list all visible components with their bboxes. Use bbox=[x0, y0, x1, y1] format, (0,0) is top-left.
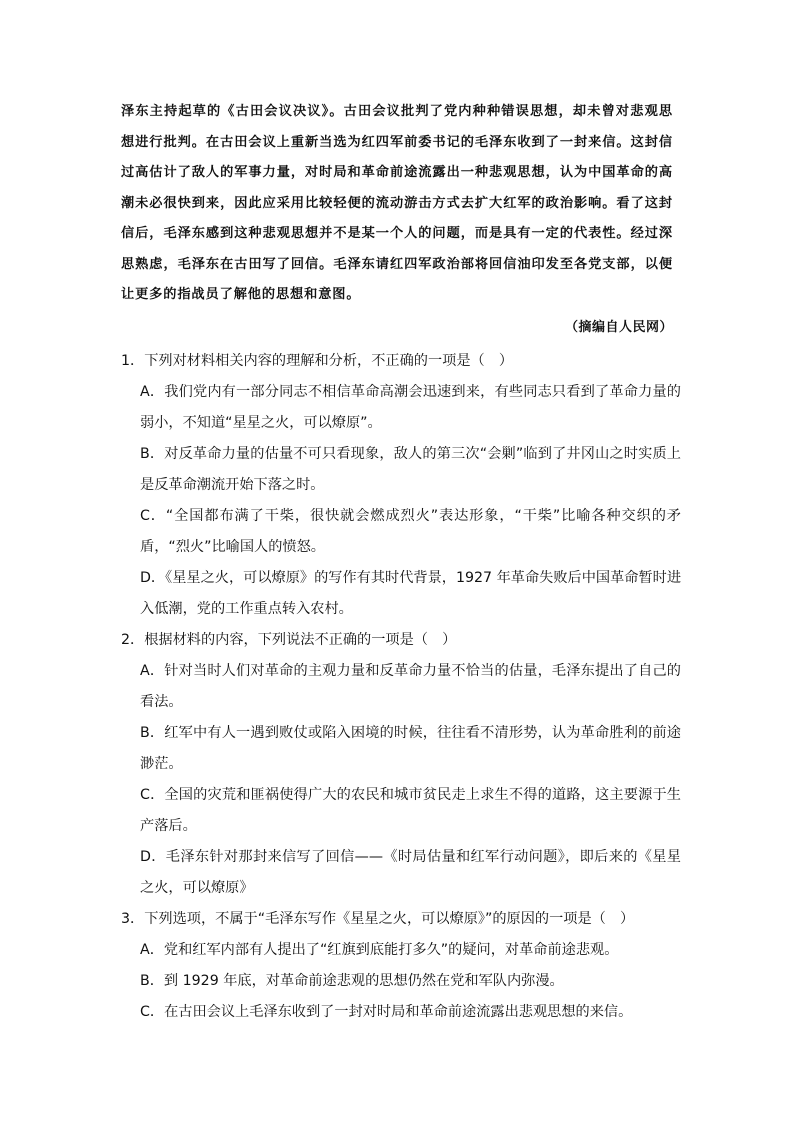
option-b: B．对反革命力量的估量不可只看现象，敌人的第三次“会剿”临到了井冈山之时实质上是反革命潮流开始下落之时。 bbox=[140, 446, 681, 493]
question-3 bbox=[121, 904, 681, 1028]
option-a: A．我们党内有一部分同志不相信革命高潮会迅速到来，有些同志只看到了革命力量的弱小，不知道“星星之火，可以燎原”。 bbox=[140, 384, 681, 431]
option-d: D．毛泽东针对那封来信写了回信——《时局估量和红军行动问题》，即后来的《星星之火，可以燎原》 bbox=[140, 849, 681, 896]
question-2 bbox=[121, 625, 681, 904]
option-c: C．“全国都布满了干柴，很快就会燃成烈火”表达形象，“干柴”比喻各种交织的矛盾，“烈火”比喻国人的愤怒。 bbox=[140, 508, 681, 555]
option-a: A．针对当时人们对革命的主观力量和反革命力量不恰当的估量，毛泽东提出了自己的看法。 bbox=[140, 663, 681, 710]
option-b: B．红军中有人一遇到败仗或陷入困境的时候，往往看不清形势，认为革命胜利的前途渺茫。 bbox=[140, 725, 681, 772]
option-d: D．《星星之火，可以燎原》的写作有其时代背景，1927 年革命失败后中国革命暂时进入低潮，党的工作重点转入农村。 bbox=[140, 570, 682, 617]
option-b: B．到 1929 年底，对革命前途悲观的思想仍然在党和军队内弥漫。 bbox=[140, 973, 564, 989]
question-1 bbox=[121, 346, 681, 625]
question-stem: 3．下列选项，不属于“毛泽东写作《星星之火，可以燎原》”的原因的一项是（ ） bbox=[121, 911, 635, 927]
option-c: C．在古田会议上毛泽东收到了一封对时局和革命前途流露出悲观思想的来信。 bbox=[140, 1004, 633, 1020]
option-a: A．党和红军内部有人提出了“红旗到底能打多久”的疑问，对革命前途悲观。 bbox=[140, 942, 619, 958]
question-stem: 2．根据材料的内容，下列说法不正确的一项是（ ） bbox=[121, 632, 457, 648]
passage-source: （摘编自人民网） bbox=[564, 320, 673, 335]
question-list bbox=[121, 346, 681, 1028]
question-stem: 1．下列对材料相关内容的理解和分析，不正确的一项是（ ） bbox=[121, 353, 514, 369]
reading-passage bbox=[121, 97, 673, 311]
passage-paragraph: 泽东主持起草的《古田会议决议》。古田会议批判了党内种种错误思想，却未曾对悲观思想进行批判。在古田会议上重新当选为红四军前委书记的毛泽东收到了一封来信。这封信过高估计了敌人的军事力量，对时局和革命前途流露出一种悲观思想，认为中国革命的高潮未必很快到来，因此应采用比较轻便的流动游击方式去扩大红军的政治影响。看了这封信后，毛泽东感到这种悲观思想并不是某一个人的问题，而是具有一定的代表性。经过深思熟虑，毛泽东在古田写了回信。毛泽东请红四军政治部将回信油印发至各党支部，以便让更多的指战员了解他的思想和意图。 bbox=[121, 104, 673, 302]
option-c: C．全国的灾荒和匪祸使得广大的农民和城市贫民走上求生不得的道路，这主要源于生产落后。 bbox=[140, 787, 681, 834]
